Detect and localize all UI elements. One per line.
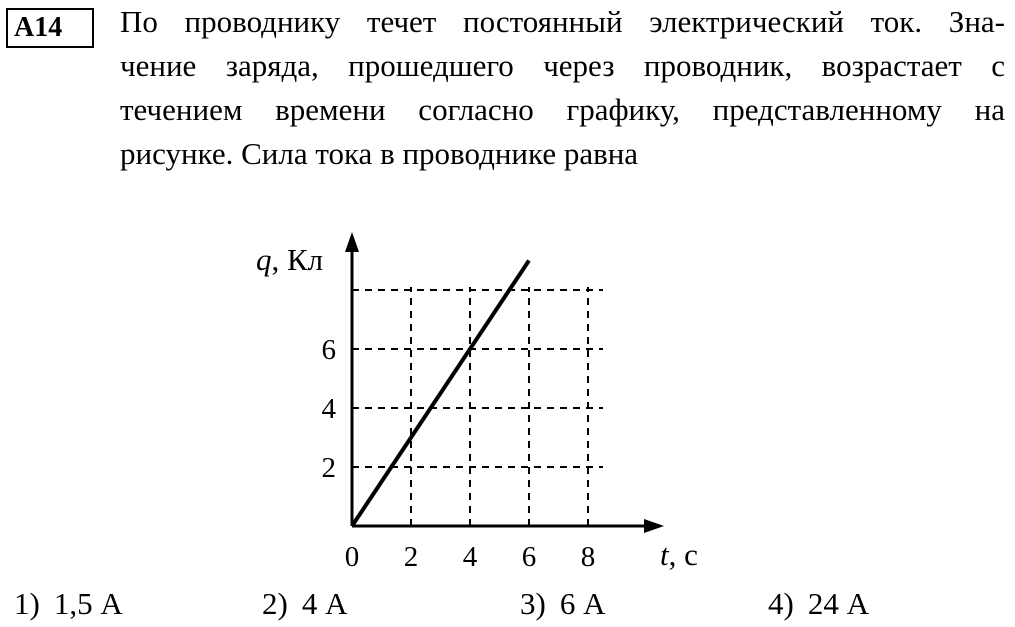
x-axis-variable: t — [660, 537, 669, 572]
answer-number: 2) — [262, 586, 288, 621]
x-tick-label: 4 — [462, 541, 478, 573]
question-line: рисунке. Сила тока в проводнике равна — [120, 136, 639, 171]
y-tick-label: 6 — [321, 334, 336, 366]
answer-text: 1,5 А — [53, 586, 123, 621]
y-axis-variable: q — [256, 242, 272, 277]
question-line: течением времени согласно графику, представленному на — [120, 92, 1005, 127]
answer-option[interactable] — [768, 586, 869, 622]
grid-lines — [352, 287, 603, 526]
x-axis-unit: , с — [668, 537, 698, 572]
x-tick-label: 6 — [521, 541, 537, 573]
answer-number: 3) — [520, 586, 546, 621]
y-axis-unit: , Кл — [271, 242, 324, 277]
y-axis-label — [256, 242, 323, 277]
answer-option[interactable] — [262, 586, 347, 622]
x-tick-label: 2 — [403, 541, 419, 573]
x-tick-label: 0 — [344, 541, 360, 573]
y-tick-label: 2 — [321, 452, 336, 484]
answer-options — [0, 586, 1015, 626]
answer-text: 24 А — [807, 586, 869, 621]
question-line: чение заряда, прошедшего через проводник, возрастает с — [120, 48, 1005, 83]
question-line: По проводнику течет постоянный электрический ток. Зна- — [120, 4, 1005, 39]
answer-text: 6 А — [559, 586, 606, 621]
answer-number: 4) — [768, 586, 794, 621]
answer-option[interactable] — [520, 586, 605, 622]
y-tick-label: 4 — [321, 393, 336, 425]
answer-text: 4 А — [301, 586, 348, 621]
x-axis-arrow-icon — [644, 519, 664, 533]
x-axis-label — [660, 537, 698, 572]
x-tick-label: 8 — [580, 541, 596, 573]
answer-number: 1) — [14, 586, 40, 621]
answer-option[interactable] — [14, 586, 123, 622]
task-number-badge: A14 — [6, 8, 94, 48]
y-axis-arrow-icon — [345, 232, 359, 252]
series-line — [352, 261, 529, 527]
